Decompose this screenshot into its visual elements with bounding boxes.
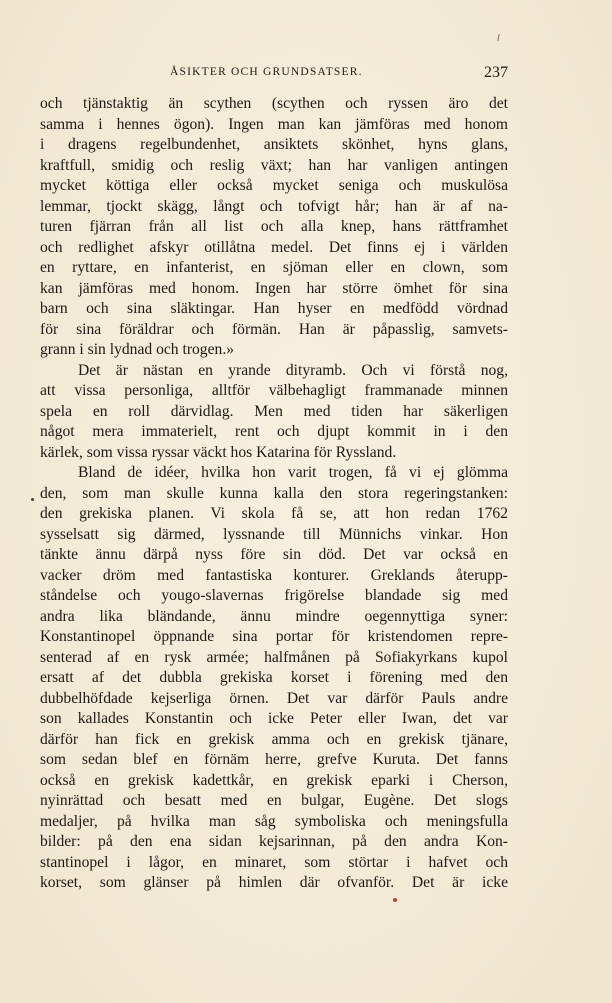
text-line: och redlighet afskyr otillåtna medel. Det finns ej i världen: [40, 238, 508, 256]
text-line: senterad af en rysk armée; halfmånen på Sofiakyrkans kupol: [40, 648, 508, 666]
text-line: också en grekisk kadettkår, en grekisk eparki i Cherson,: [40, 771, 508, 789]
text-line: lemmar, tjockt skägg, långt och tofvigt hår; han är af na-: [40, 197, 508, 215]
text-line: medaljer, på hvilka man såg symboliska och meningsfulla: [40, 812, 508, 830]
text-line: Konstantinopel öppnande sina portar för kristendomen repre-: [40, 628, 508, 645]
text-line: bilder: på den ena sidan kejsarinnan, på den andra Kon-: [40, 833, 508, 850]
text-line: och tjänstaktig än scythen (scythen och ryssen äro det: [40, 95, 508, 112]
text-line: nyinrättad och besatt med en bulgar, Eugène. Det slogs: [40, 792, 508, 809]
text-line: son kallades Konstantin och icke Peter eller Iwan, det var: [40, 710, 508, 727]
text-line: samma i hennes ögon). Ingen man kan jämföras med honom: [40, 115, 508, 133]
text-line: som sedan blef en förnäm herre, grefve Kuruta. Det fanns: [40, 751, 508, 768]
text-line: en ryttare, en infanterist, en sjöman eller en clown, som: [40, 259, 508, 276]
text-line: den grekiska planen. Vi skola få se, att hon redan 1762: [40, 505, 508, 522]
margin-mark: [31, 498, 34, 501]
text-line: Det är nästan en yrande dityramb. Och vi förstå nog,: [78, 361, 508, 379]
text-line: dubbelhöfdade kejserliga örnen. Det var därför Pauls andre: [40, 689, 508, 707]
text-line: spela en roll därvidlag. Men med tiden har säkerligen: [40, 402, 508, 420]
text-line: därför han fick en grekisk amma och en grekisk tjänare,: [40, 730, 508, 748]
text-line: stantinopel i lågor, en minaret, som störtar i hafvet och: [40, 853, 508, 871]
running-title: ÅSIKTER OCH GRUNDSATSER.: [170, 66, 363, 78]
text-line: ersatt af det dubbla grekiska korset i förening med den: [40, 669, 508, 686]
ink-dot: [393, 898, 397, 902]
body-text: [40, 94, 508, 894]
text-line: något mera immaterielt, rent och djupt kommit in i den: [40, 423, 508, 440]
text-line: mycket köttiga eller också mycket seniga och muskulösa: [40, 177, 508, 194]
text-line: kraftfull, smidig och reslig växt; han har vanligen antingen: [40, 156, 508, 174]
running-head: [40, 64, 508, 86]
text-line: vacker dröm med fantastiska konturer. Greklands återupp-: [40, 566, 508, 584]
text-line: barn och sina släktingar. Han hyser en medfödd vördnad: [40, 300, 508, 317]
text-line: kan jämföras med honom. Ingen har större ömhet för sina: [40, 279, 508, 297]
text-line: ståndelse och yougo-slavernas frigörelse blandade sig med: [40, 587, 508, 604]
text-line: sysselsatt sig därmed, lyssnande till Münnichs vinkar. Hon: [40, 525, 508, 543]
text-line: Bland de idéer, hvilka hon varit trogen, få vi ej glömma: [78, 464, 508, 481]
text-line: den, som man skulle kunna kalla den stora regeringstanken:: [40, 484, 508, 502]
text-line: i dragens regelbundenhet, ansiktets skönhet, hyns glans,: [40, 136, 508, 153]
page-number: 237: [484, 64, 508, 81]
text-line: turen fjärran från all list och alla knep, hans rättframhet: [40, 218, 508, 235]
text-line: korset, som glänser på himlen där ofvanför. Det är icke: [40, 874, 508, 891]
text-line: för sina föräldrar och förmän. Han är påpasslig, samvets-: [40, 320, 508, 338]
text-line: grann i sin lydnad och trogen.»: [40, 341, 235, 358]
text-line: tänkte ännu därpå nyss före sin död. Det var också en: [40, 546, 508, 563]
text-line: andra lika bländande, ännu mindre oegennyttiga syner:: [40, 607, 508, 625]
text-line: kärlek, som vissa ryssar väckt hos Katarina för Ryssland.: [40, 443, 397, 461]
text-line: att vissa personliga, alltför välbehagligt frammanade minnen: [40, 382, 508, 399]
paper-blemish: [497, 34, 499, 41]
